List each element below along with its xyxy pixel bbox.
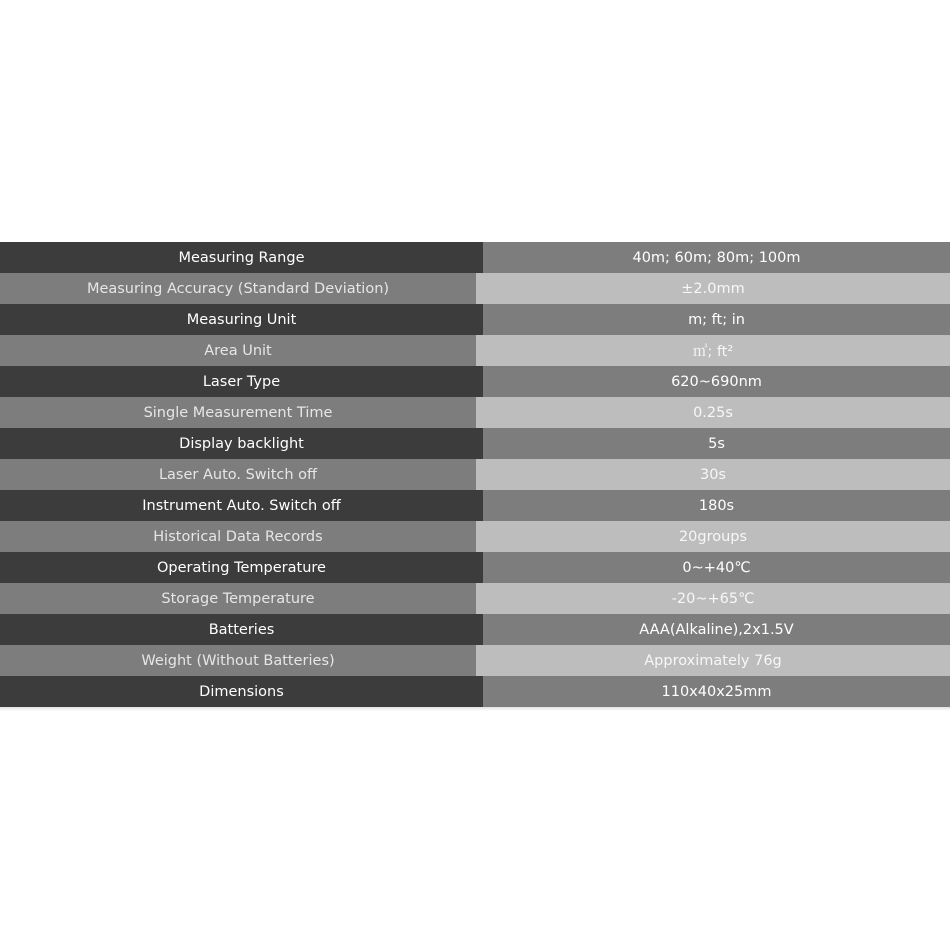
spec-row-measuring-accuracy [0,273,950,304]
spec-value: 0~+40℃ [483,552,950,583]
spec-label: Instrument Auto. Switch off [0,490,483,521]
spec-row-storage-temperature [0,583,950,614]
spec-row-area-unit [0,335,950,366]
spec-value: 5s [483,428,950,459]
spec-value: ㎡; ft² [476,335,950,366]
spec-row-instrument-auto-switch-off [0,490,950,521]
spec-label: Weight (Without Batteries) [0,645,476,676]
spec-row-laser-auto-switch-off [0,459,950,490]
spec-value: 20groups [476,521,950,552]
spec-row-historical-data-records [0,521,950,552]
spec-label: Area Unit [0,335,476,366]
spec-row-laser-type [0,366,950,397]
table-bottom-shadow [0,707,950,711]
spec-value: 30s [476,459,950,490]
spec-label: Storage Temperature [0,583,476,614]
spec-value: Approximately 76g [476,645,950,676]
spec-value: 110x40x25mm [483,676,950,707]
spec-label: Measuring Unit [0,304,483,335]
spec-row-measuring-unit [0,304,950,335]
spec-row-display-backlight [0,428,950,459]
spec-value: -20~+65℃ [476,583,950,614]
spec-label: Dimensions [0,676,483,707]
spec-value: 620~690nm [483,366,950,397]
spec-value: 40m; 60m; 80m; 100m [483,242,950,273]
spec-value: AAA(Alkaline),2x1.5V [483,614,950,645]
spec-value: 180s [483,490,950,521]
spec-label: Display backlight [0,428,483,459]
spec-label: Operating Temperature [0,552,483,583]
spec-label: Measuring Accuracy (Standard Deviation) [0,273,476,304]
spec-value: 0.25s [476,397,950,428]
spec-row-operating-temperature [0,552,950,583]
spec-label: Measuring Range [0,242,483,273]
spec-row-dimensions [0,676,950,707]
spec-label: Historical Data Records [0,521,476,552]
spec-row-single-measurement-time [0,397,950,428]
spec-label: Single Measurement Time [0,397,476,428]
spec-row-batteries [0,614,950,645]
spec-row-weight [0,645,950,676]
spec-label: Laser Type [0,366,483,397]
spec-label: Laser Auto. Switch off [0,459,476,490]
spec-value: ±2.0mm [476,273,950,304]
spec-label: Batteries [0,614,483,645]
spec-table [0,242,950,707]
spec-row-measuring-range [0,242,950,273]
spec-value: m; ft; in [483,304,950,335]
